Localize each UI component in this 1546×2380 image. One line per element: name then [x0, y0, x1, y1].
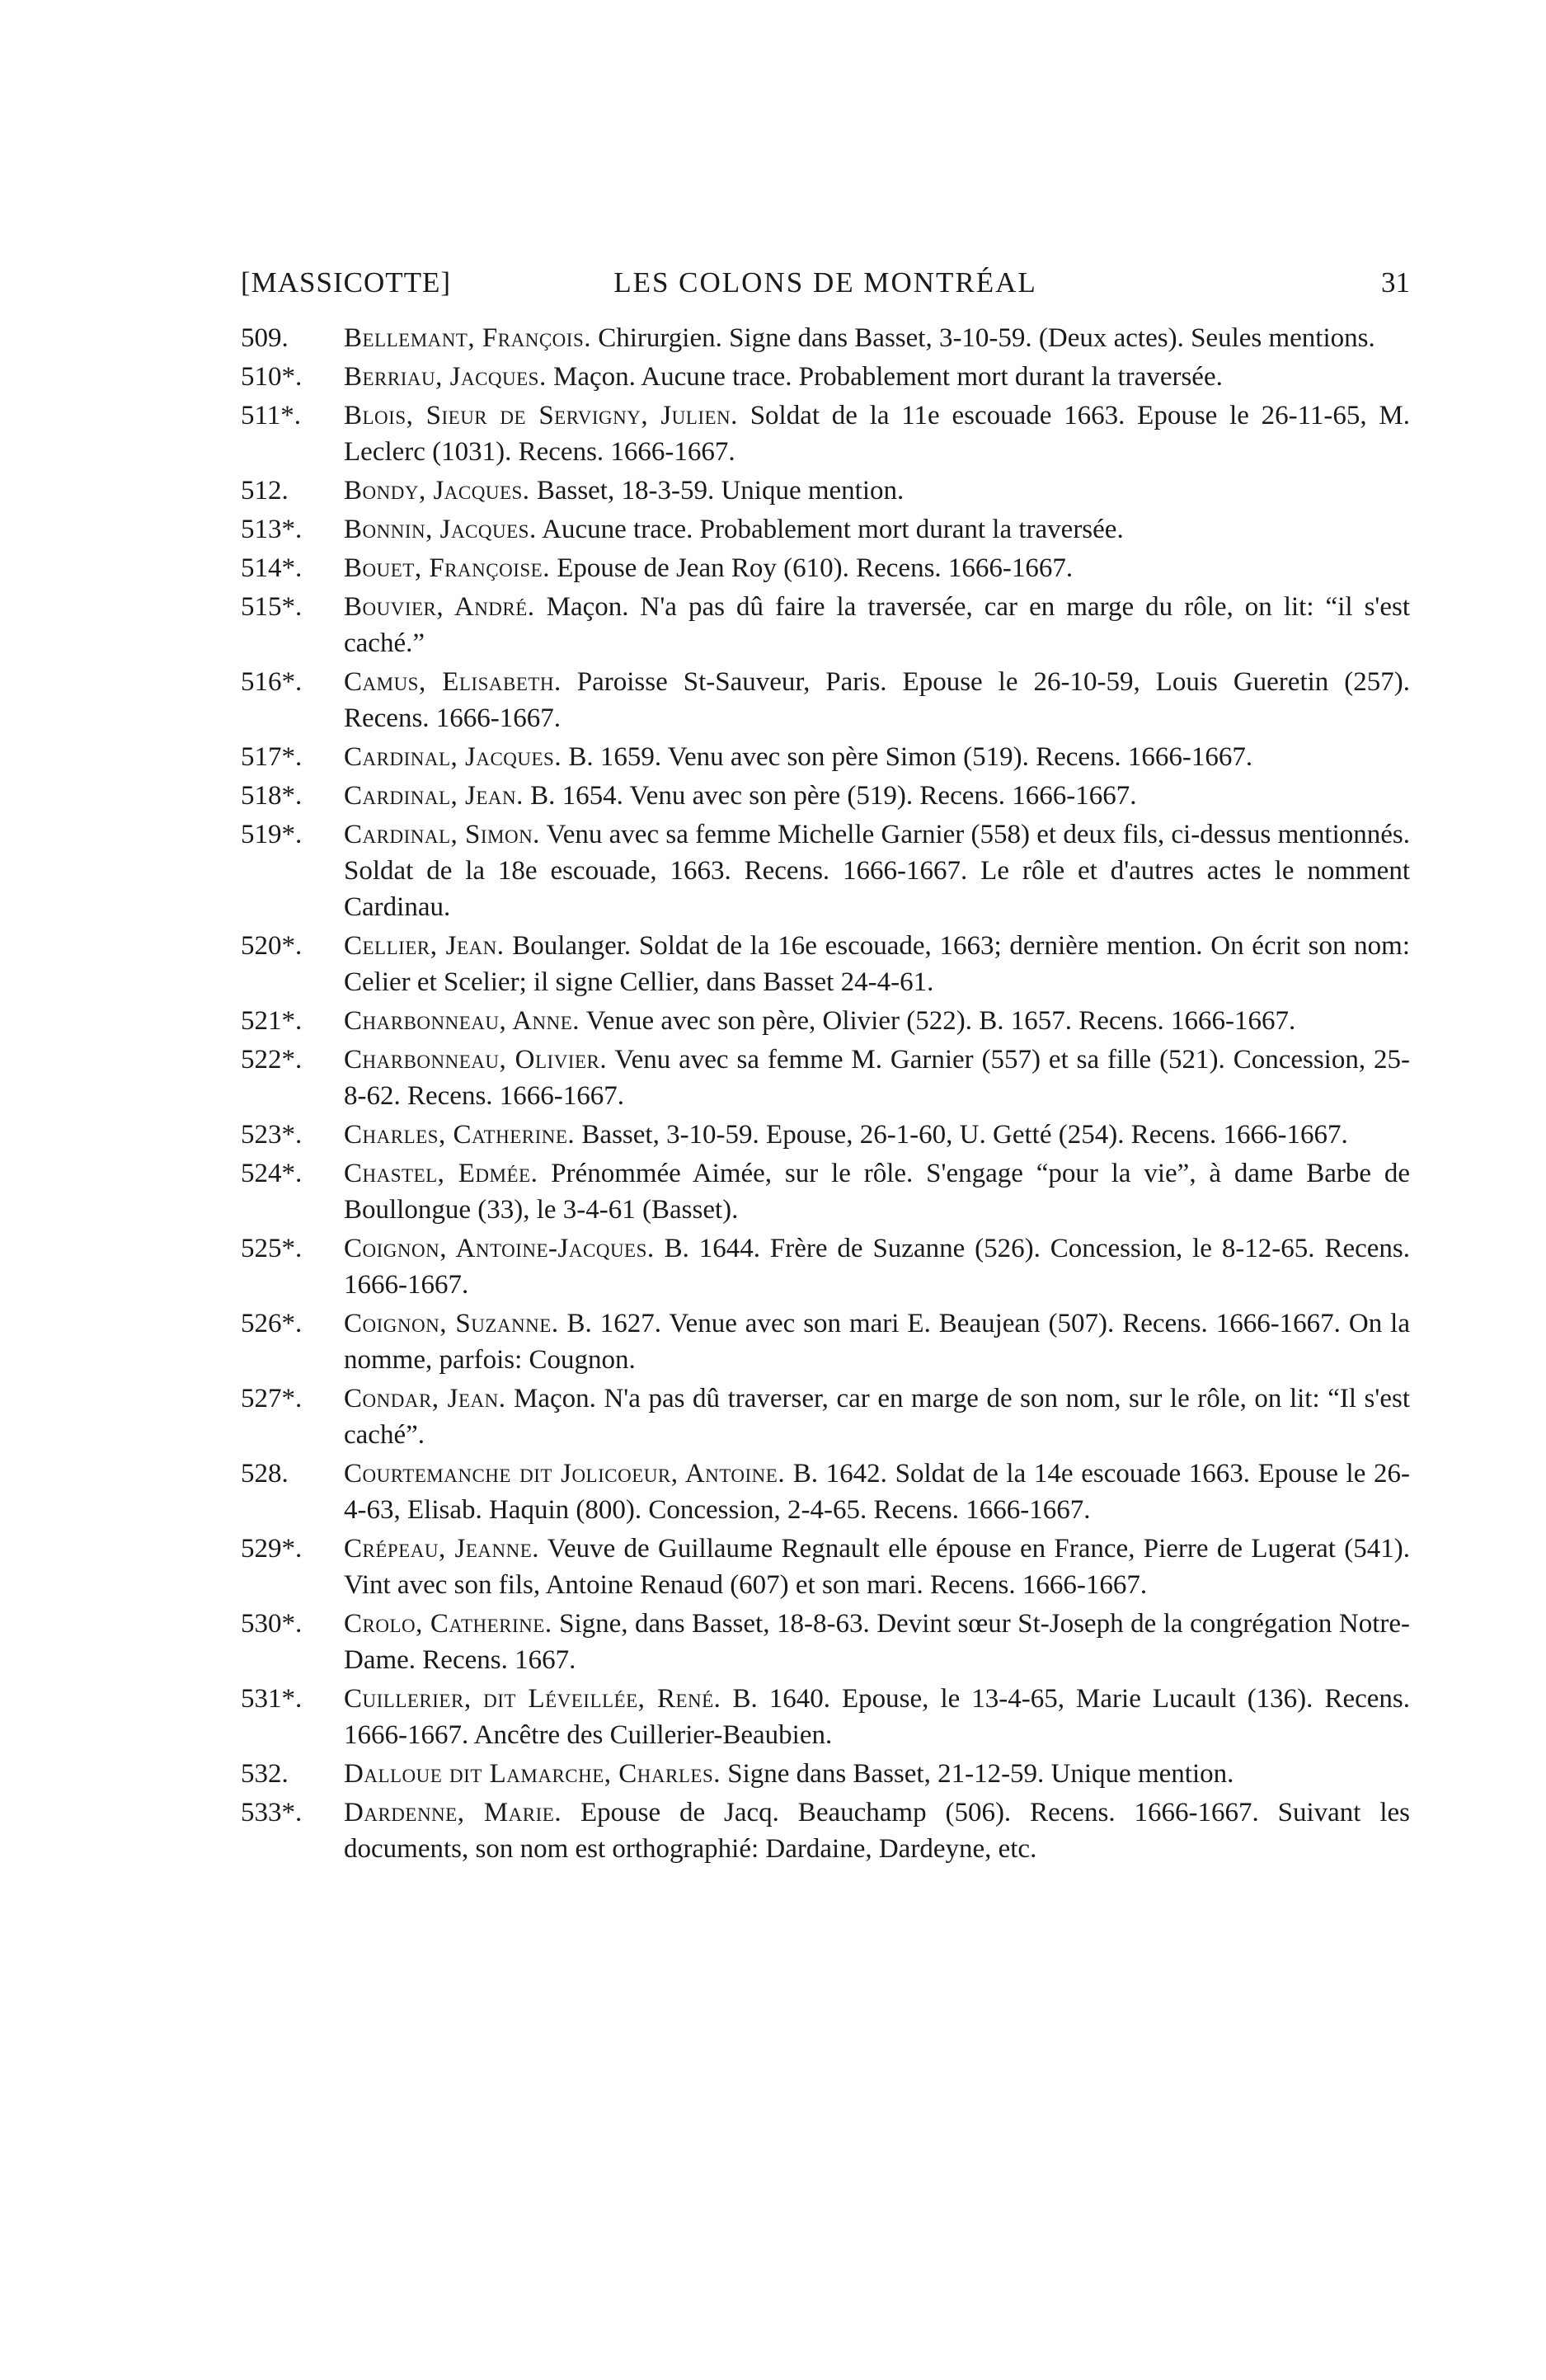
entry-name: Blois, Sieur de Servigny, Julien.: [344, 401, 738, 430]
entry-body: [344, 1606, 1410, 1678]
entry-number: 523*.: [241, 1120, 303, 1150]
entry-number: 526*.: [241, 1309, 303, 1338]
list-item: [241, 550, 1410, 586]
list-item: [241, 1155, 1410, 1228]
entry-name: Cardinal, Jacques.: [344, 742, 562, 772]
entry-number: 511*.: [241, 401, 302, 430]
entry-number: 516*.: [241, 667, 303, 697]
entry-body: [344, 1305, 1410, 1378]
entry-name: Bondy, Jacques.: [344, 476, 530, 506]
running-head: [241, 262, 1410, 303]
entry-number: 531*.: [241, 1684, 303, 1714]
entry-number: 517*.: [241, 742, 303, 772]
entry-number: 519*.: [241, 820, 303, 849]
list-item: [241, 1456, 1410, 1528]
entry-body: [344, 816, 1410, 925]
list-item: [241, 778, 1410, 814]
entry-text: Venu avec sa femme Michelle Garnier (558) et deux fils, ci-dessus mentionnés. Soldat de la 18e escouade, 1663. Recens. 1666-1667. Le rôle et d'autres actes le nomment Cardinau.: [344, 820, 1411, 922]
entry-body: [344, 1230, 1410, 1303]
entry-text: B. 1654. Venu avec son père (519). Recens. 1666-1667.: [530, 781, 1137, 811]
entry-body: [344, 359, 1410, 395]
entry-body: [344, 1681, 1410, 1753]
list-item: [241, 1756, 1410, 1792]
entry-number: 530*.: [241, 1609, 303, 1639]
entry-text: Basset, 3-10-59. Epouse, 26-1-60, U. Getté (254). Recens. 1666-1667.: [581, 1120, 1348, 1150]
entry-body: [344, 589, 1410, 661]
list-item: [241, 320, 1410, 356]
entry-body: [344, 320, 1410, 356]
list-item: [241, 1606, 1410, 1678]
entry-name: Charbonneau, Olivier.: [344, 1045, 608, 1075]
list-item: [241, 1380, 1410, 1453]
list-item: [241, 1531, 1410, 1603]
entry-name: Crépeau, Jeanne.: [344, 1534, 540, 1564]
entry-body: [344, 1003, 1410, 1039]
entry-text: Boulanger. Soldat de la 16e escouade, 1663; dernière mention. On écrit son nom: Celier et Scelier; il signe Cellier, dans Basset 24-4-61.: [344, 931, 1411, 997]
entry-number: 514*.: [241, 553, 303, 583]
list-item: [241, 589, 1410, 661]
entry-text: B. 1659. Venu avec son père Simon (519). Recens. 1666-1667.: [568, 742, 1253, 772]
list-item: [241, 511, 1410, 548]
list-item: [241, 1042, 1410, 1114]
entry-body: [344, 1531, 1410, 1603]
entry-number: 518*.: [241, 781, 303, 811]
entry-text: Venu avec sa femme M. Garnier (557) et sa fille (521). Concession, 25-8-62. Recens. 1666-1667.: [344, 1045, 1410, 1111]
entry-text: Chirurgien. Signe dans Basset, 3-10-59. (Deux actes). Seules mentions.: [598, 323, 1375, 353]
header-title: LES COLONS DE MONTRÉAL: [613, 266, 1037, 299]
entry-name: Camus, Elisabeth.: [344, 667, 562, 697]
entry-text: Basset, 18-3-59. Unique mention.: [536, 476, 905, 506]
entry-body: [344, 1756, 1410, 1792]
entry-number: 515*.: [241, 592, 303, 622]
entry-body: [344, 473, 1410, 509]
entry-body: [344, 1794, 1410, 1867]
entry-number: 524*.: [241, 1159, 303, 1188]
entry-body: [344, 778, 1410, 814]
list-item: [241, 1794, 1410, 1867]
entry-body: [344, 550, 1410, 586]
entry-name: Bouvier, André.: [344, 592, 535, 622]
entry-name: Cuillerier, dit Léveillée, René.: [344, 1684, 721, 1714]
entry-text: Maçon. Aucune trace. Probablement mort durant la traversée.: [552, 362, 1223, 392]
list-item: [241, 664, 1410, 736]
entry-text: Paroisse St-Sauveur, Paris. Epouse le 26-10-59, Louis Gueretin (257). Recens. 1666-1667.: [344, 667, 1410, 733]
entry-body: [344, 928, 1410, 1000]
entry-name: Chastel, Edmée.: [344, 1159, 538, 1188]
entry-number: 510*.: [241, 362, 303, 392]
entry-list: [241, 320, 1410, 1870]
entry-name: Charles, Catherine.: [344, 1120, 576, 1150]
entry-number: 532.: [241, 1759, 289, 1789]
entry-number: 529*.: [241, 1534, 303, 1564]
entry-text: Maçon. N'a pas dû traverser, car en marge de son nom, sur le rôle, on lit: “Il s'est caché”.: [344, 1384, 1411, 1450]
entry-name: Coignon, Antoine-Jacques.: [344, 1234, 655, 1263]
list-item: [241, 1117, 1410, 1153]
entry-text: B. 1640. Epouse, le 13-4-65, Marie Lucault (136). Recens. 1666-1667. Ancêtre des Cuillerier-Beaubien.: [344, 1684, 1410, 1750]
entry-number: 509.: [241, 323, 289, 353]
entry-text: Epouse de Jacq. Beauchamp (506). Recens. 1666-1667. Suivant les documents, son nom est orthographié: Dardaine, Dardeyne, etc.: [344, 1798, 1410, 1864]
entry-text: Signe, dans Basset, 18-8-63. Devint sœur St-Joseph de la congrégation Notre-Dame. Recens. 1667.: [344, 1609, 1410, 1675]
list-item: [241, 359, 1410, 395]
entry-number: 533*.: [241, 1798, 303, 1827]
entry-name: Cardinal, Jean.: [344, 781, 524, 811]
entry-name: Berriau, Jacques.: [344, 362, 547, 392]
list-item: [241, 1230, 1410, 1303]
entry-number: 521*.: [241, 1006, 303, 1036]
entry-text: Soldat de la 11e escouade 1663. Epouse le 26-11-65, M. Leclerc (1031). Recens. 1666-1667.: [344, 401, 1410, 467]
entry-name: Coignon, Suzanne.: [344, 1309, 559, 1338]
entry-body: [344, 664, 1410, 736]
entry-name: Dardenne, Marie.: [344, 1798, 562, 1827]
entry-text: Maçon. N'a pas dû faire la traversée, car en marge du rôle, on lit: “il s'est caché.”: [344, 592, 1411, 658]
entry-text: Venue avec son père, Olivier (522). B. 1657. Recens. 1666-1667.: [585, 1006, 1296, 1036]
entry-body: [344, 511, 1410, 548]
entry-name: Crolo, Catherine.: [344, 1609, 552, 1639]
entry-name: Bellemant, François.: [344, 323, 591, 353]
entry-name: Courtemanche dit Jolicoeur, Antoine.: [344, 1459, 786, 1489]
entry-name: Condar, Jean.: [344, 1384, 506, 1413]
entry-name: Dalloue dit Lamarche, Charles.: [344, 1759, 721, 1789]
entry-name: Cardinal, Simon.: [344, 820, 540, 849]
entry-name: Bouet, Françoise.: [344, 553, 550, 583]
list-item: [241, 928, 1410, 1000]
entry-name: Bonnin, Jacques.: [344, 515, 537, 544]
entry-body: [344, 1117, 1410, 1153]
entry-text: B. 1642. Soldat de la 14e escouade 1663. Epouse le 26-4-63, Elisab. Haquin (800). Concession, 2-4-65. Recens. 1666-1667.: [344, 1459, 1411, 1525]
entry-name: Cellier, Jean.: [344, 931, 505, 961]
entry-number: 513*.: [241, 515, 303, 544]
list-item: [241, 397, 1410, 470]
entry-text: Epouse de Jean Roy (610). Recens. 1666-1667.: [557, 553, 1074, 583]
entry-number: 520*.: [241, 931, 303, 961]
list-item: [241, 473, 1410, 509]
list-item: [241, 739, 1410, 775]
entry-body: [344, 739, 1410, 775]
entry-text: Signe dans Basset, 21-12-59. Unique mention.: [727, 1759, 1234, 1789]
list-item: [241, 1681, 1410, 1753]
entry-body: [344, 1155, 1410, 1228]
page-number: 31: [1381, 266, 1410, 299]
entry-name: Charbonneau, Anne.: [344, 1006, 580, 1036]
entry-number: 525*.: [241, 1234, 303, 1263]
entry-text: Veuve de Guillaume Regnault elle épouse en France, Pierre de Lugerat (541). Vint avec son fils, Antoine Renaud (607) et son mari. Recens. 1666-1667.: [344, 1534, 1410, 1600]
entry-number: 512.: [241, 476, 289, 506]
entry-body: [344, 1456, 1410, 1528]
list-item: [241, 816, 1410, 925]
entry-number: 522*.: [241, 1045, 303, 1075]
entry-text: Aucune trace. Probablement mort durant la traversée.: [542, 515, 1124, 544]
entry-number: 528.: [241, 1459, 289, 1489]
entry-text: B. 1627. Venue avec son mari E. Beaujean (507). Recens. 1666-1667. On la nomme, parfois: Cougnon.: [344, 1309, 1410, 1375]
entry-body: [344, 1380, 1410, 1453]
list-item: [241, 1305, 1410, 1378]
header-author: [MASSICOTTE]: [241, 266, 452, 299]
entry-text: B. 1644. Frère de Suzanne (526). Concession, le 8-12-65. Recens. 1666-1667.: [344, 1234, 1410, 1300]
entry-body: [344, 1042, 1410, 1114]
entry-body: [344, 397, 1410, 470]
list-item: [241, 1003, 1410, 1039]
entry-number: 527*.: [241, 1384, 303, 1413]
entry-text: Prénommée Aimée, sur le rôle. S'engage “pour la vie”, à dame Barbe de Boullongue (33), le 3-4-61 (Basset).: [344, 1159, 1411, 1225]
